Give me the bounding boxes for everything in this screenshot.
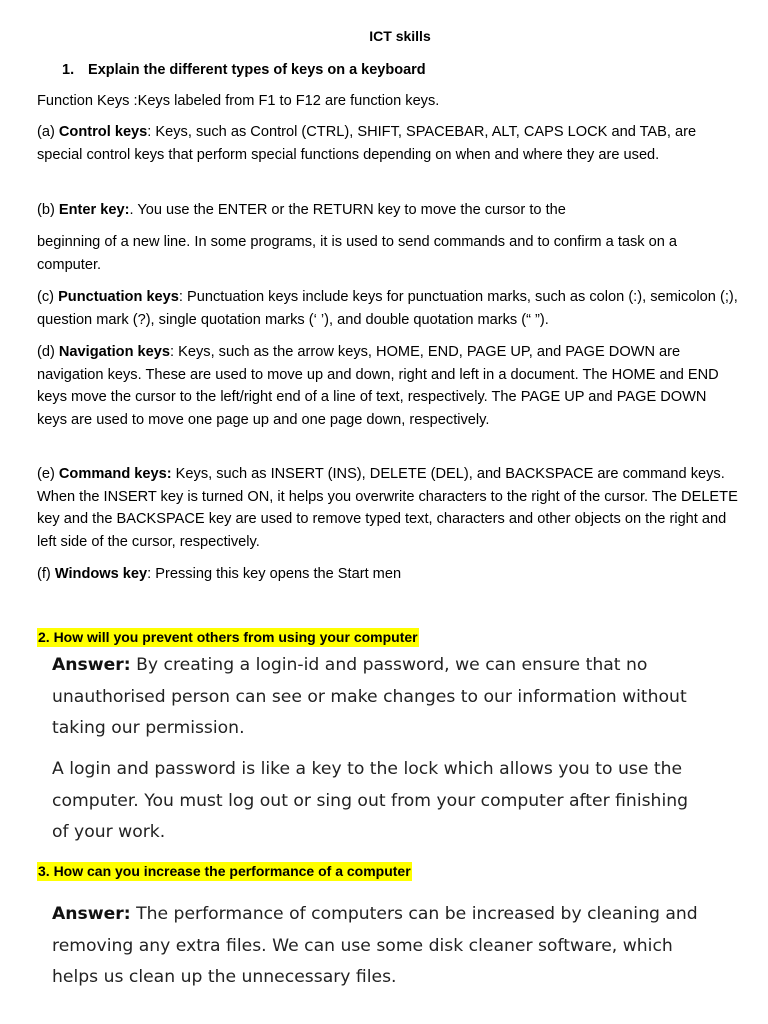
command-keys-paragraph <box>37 463 743 553</box>
control-keys-prefix: (a) <box>37 124 59 140</box>
punctuation-keys-term: Punctuation keys <box>58 289 179 305</box>
question-3-heading: 3. How can you increase the performance of a computer <box>38 863 411 879</box>
navigation-keys-prefix: (d) <box>37 344 59 360</box>
punctuation-keys-paragraph <box>37 286 749 331</box>
navigation-keys-text: : Keys, such as the arrow keys, HOME, END, PAGE UP, and PAGE DOWN are navigation keys. These are used to move up and down, right and left in a document. The HOME and END keys move the cursor to the left/right end of a line of text, respectively. The PAGE UP and PAGE DOWN keys are used to move one page up and one page down, respectively. <box>37 344 719 428</box>
command-keys-term: Command keys: <box>58 466 172 482</box>
enter-key-text: . You use the ENTER or the RETURN key to move the cursor to the <box>129 202 566 218</box>
windows-key-term: Windows key <box>54 566 148 582</box>
question-1-text: Explain the different types of keys on a keyboard <box>88 62 426 78</box>
command-keys-text: Keys, such as INSERT (INS), DELETE (DEL), and BACKSPACE are command keys. When the INSERT key is turned ON, it helps you overwrite characters to the right of the cursor. The DELETE key and the BACKSPACE key are used to remove typed text, characters and other objects on the right and left side of the cursor, respectively. <box>37 466 738 550</box>
enter-key-paragraph <box>37 199 737 222</box>
punctuation-keys-text: : Punctuation keys include keys for punctuation marks, such as colon (:), semicolon (;), question mark (?), single quotation marks (‘ ’), and double quotation marks (“ ”). <box>37 289 738 328</box>
enter-key-prefix: (b) <box>37 202 59 218</box>
question-1-heading <box>62 60 426 80</box>
question-2-answer-text: By creating a login-id and password, we can ensure that no unauthorised person can see or make changes to our information without taking our permission. <box>52 655 687 738</box>
question-3-answer-text: The performance of computers can be increased by cleaning and removing any extra files. We can use some disk cleaner software, which helps us clean up the unnecessary files. <box>52 904 698 987</box>
navigation-keys-term: Navigation keys <box>58 344 171 360</box>
control-keys-paragraph <box>37 121 743 166</box>
windows-key-paragraph <box>37 563 737 586</box>
document-title: ICT skills <box>369 28 431 44</box>
enter-key-continuation: beginning of a new line. In some programs, it is used to send commands and to confirm a task on a computer. <box>37 234 678 273</box>
function-keys-paragraph: Function Keys :Keys labeled from F1 to F12 are function keys. <box>37 93 440 109</box>
question-2-answer-label: Answer: <box>52 655 131 675</box>
punctuation-keys-prefix: (c) <box>37 289 59 305</box>
question-2-answer-continued: A login and password is like a key to the lock which allows you to use the computer. You must log out or sing out from your computer after finishing of your work. <box>52 759 689 842</box>
control-keys-text: : Keys, such as Control (CTRL), SHIFT, SPACEBAR, ALT, CAPS LOCK and TAB, are special control keys that perform special functions depending on when and where they are used. <box>37 124 697 163</box>
question-3-answer <box>52 899 712 994</box>
control-keys-term: Control keys <box>58 124 148 140</box>
command-keys-prefix: (e) <box>37 466 59 482</box>
windows-key-prefix: (f) <box>37 566 55 582</box>
windows-key-text: : Pressing this key opens the Start men <box>147 566 402 582</box>
question-2-heading: 2. How will you prevent others from using your computer <box>38 629 418 645</box>
question-3-answer-label: Answer: <box>52 904 131 924</box>
question-1-number: 1. <box>62 62 75 78</box>
question-2-answer <box>52 650 742 745</box>
enter-key-term: Enter key: <box>58 202 130 218</box>
navigation-keys-paragraph <box>37 341 727 431</box>
